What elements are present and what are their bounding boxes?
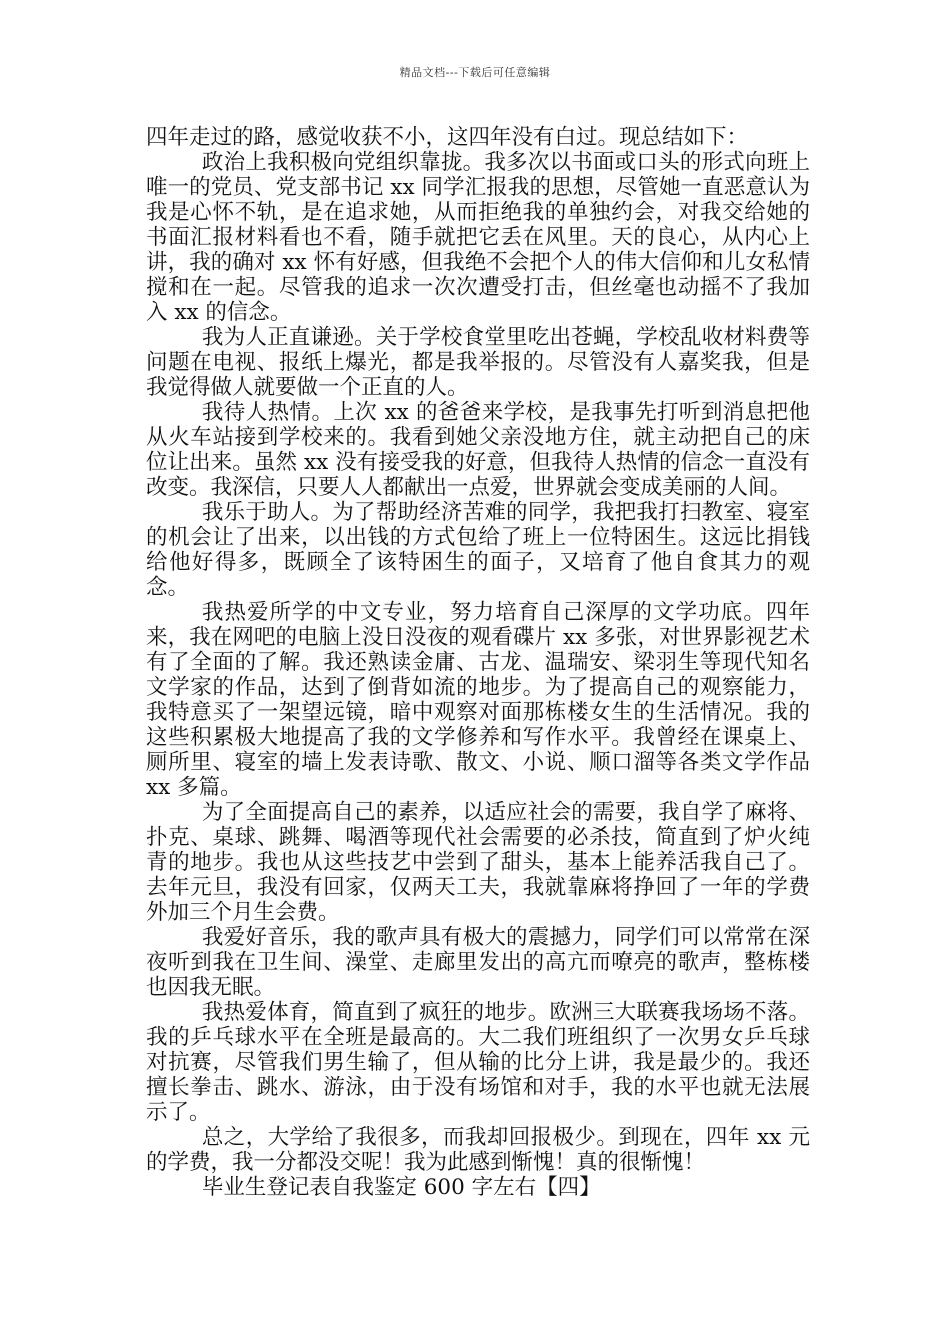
document-body <box>146 125 810 1200</box>
paragraph-conclusion: 总之，大学给了我很多，而我却回报极少。到现在，四年 xx 元的学费，我一分都没交呢！我为此感到惭愧！真的很惭愧！ <box>146 1125 810 1175</box>
section-title: 毕业生登记表自我鉴定 600 字左右【四】 <box>201 1175 601 1200</box>
paragraph-politics: 政治上我积极向党组织靠拢。我多次以书面或口头的形式向班上唯一的党员、党支部书记 xx 同学汇报我的思想，尽管她一直恶意认为我是心怀不轨，是在追求她，从而拒绝我的单独约会，对我交给她的书面汇报材料看也不看，随手就把它丢在风里。天的良心，从内心上讲，我的确对 xx 怀有好感，但我绝不会把个人的伟大信仰和儿女私情搅和在一起。尽管我的追求一次次遭受打击，但丝毫也动摇不了我加入 xx 的信念。 <box>146 150 810 325</box>
paragraph-warmth: 我待人热情。上次 xx 的爸爸来学校，是我事先打听到消息把他从火车站接到学校来的。我看到她父亲没地方住，就主动把自己的床位让出来。虽然 xx 没有接受我的好意，但我待人热情的信念一直没有改变。我深信，只要人人都献出一点爱，世界就会变成美丽的人间。 <box>146 400 810 500</box>
paragraph-integrity: 我为人正直谦逊。关于学校食堂里吃出苍蝇，学校乱收材料费等问题在电视、报纸上爆光，都是我举报的。尽管没有人嘉奖我，但是我觉得做人就要做一个正直的人。 <box>146 325 810 400</box>
paragraph-intro: 四年走过的路，感觉收获不小，这四年没有白过。现总结如下： <box>146 125 749 150</box>
paragraph-music: 我爱好音乐，我的歌声具有极大的震撼力，同学们可以常常在深夜听到我在卫生间、澡堂、走廊里发出的高亢而嘹亮的歌声，整栋楼也因我无眠。 <box>146 925 810 1000</box>
paragraph-helpful: 我乐于助人。为了帮助经济苦难的同学，我把我打扫教室、寝室的机会让了出来，以出钱的方式包给了班上一位特困生。这远比捐钱给他好得多，既顾全了该特困生的面子，又培育了他自食其力的观念。 <box>146 500 810 600</box>
paragraph-sports: 我热爱体育，简直到了疯狂的地步。欧洲三大联赛我场场不落。我的乒乓球水平在全班是最高的。大二我们班组织了一次男女乒乓球对抗赛，尽管我们男生输了，但从输的比分上讲，我是最少的。我还擅长拳击、跳水、游泳，由于没有场馆和对手，我的水平也就无法展示了。 <box>146 1000 810 1125</box>
page-header: 精品文档---下载后可任意编辑 <box>399 66 551 79</box>
paragraph-literature: 我热爱所学的中文专业，努力培育自己深厚的文学功底。四年来，我在网吧的电脑上没日没夜的观看碟片 xx 多张，对世界影视艺术有了全面的了解。我还熟读金庸、古龙、温瑞安、梁羽生等现代知名文学家的作品，达到了倒背如流的地步。为了提高自己的观察能力，我特意买了一架望远镜，暗中观察对面那栋楼女生的生活情况。我的这些积累极大地提高了我的文学修养和写作水平。我曾经在课桌上、厕所里、寝室的墙上发表诗歌、散文、小说、顺口溜等各类文学作品 xx 多篇。 <box>146 600 810 800</box>
paragraph-skills: 为了全面提高自己的素养，以适应社会的需要，我自学了麻将、扑克、桌球、跳舞、喝酒等现代社会需要的必杀技，简直到了炉火纯青的地步。我也从这些技艺中尝到了甜头，基本上能养活我自己了。去年元旦，我没有回家，仅两天工夫，我就靠麻将挣回了一年的学费外加三个月生会费。 <box>146 800 810 925</box>
